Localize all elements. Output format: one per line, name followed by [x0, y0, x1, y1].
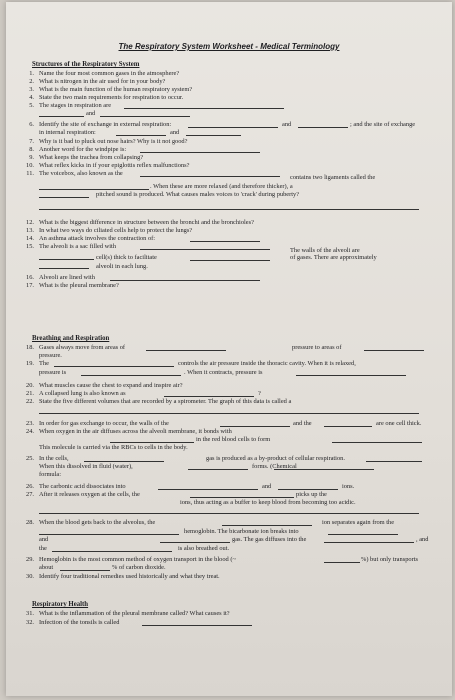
question-text: When this dissolved in fluid (water),: [39, 463, 133, 470]
answer-blank[interactable]: [364, 350, 424, 351]
question-text: What is the biggest difference in structure between the bronchi and the bronchioles?: [39, 219, 254, 226]
question-text: and: [282, 121, 292, 128]
answer-blank[interactable]: [100, 116, 190, 117]
answer-blank[interactable]: [186, 135, 241, 136]
question-number: 4.: [29, 94, 34, 101]
answer-blank[interactable]: [81, 375, 181, 376]
question-text: This molecule is carried via the RBCs to cells in the body.: [39, 444, 188, 451]
answer-blank[interactable]: [110, 280, 260, 281]
question-number: 27.: [26, 491, 34, 498]
question-text: Identify the site of exchange in external respiration:: [39, 121, 172, 128]
answer-blank[interactable]: [158, 489, 258, 490]
question-text: alveoli in each lung.: [96, 263, 148, 270]
question-number: 8.: [29, 146, 34, 153]
question-text: State the five different volumes that are recorded by a spirometer. The graph of this data is called a: [39, 398, 292, 405]
question-number: 15.: [26, 243, 34, 250]
question-text: The carbonic acid dissociates into: [39, 483, 126, 490]
answer-blank[interactable]: [278, 489, 338, 490]
question-text: gas. The gas diffuses into the: [232, 536, 307, 543]
question-number: 32.: [26, 619, 34, 626]
question-text: State the two main requirements for respiration to occur.: [39, 94, 184, 101]
question-text: An asthma attack involves the contraction of:: [39, 235, 156, 242]
answer-blank[interactable]: [39, 197, 89, 198]
question-text: Identify four traditional remedies used historically and what they treat.: [39, 573, 220, 580]
question-text: Why is it bad to pluck out nose hairs? Why is it not good?: [39, 138, 188, 145]
answer-blank[interactable]: [222, 525, 312, 526]
answer-blank[interactable]: [60, 570, 110, 571]
answer-blank[interactable]: [298, 127, 348, 128]
question-number: 28.: [26, 519, 34, 526]
page-title: The Respiratory System Worksheet - Medical Terminology: [118, 42, 340, 51]
answer-blank[interactable]: [332, 442, 422, 443]
answer-blank[interactable]: [146, 350, 226, 351]
answer-blank[interactable]: [140, 249, 270, 250]
question-text: Infection of the tonsils is called: [39, 619, 120, 626]
answer-blank[interactable]: [110, 442, 194, 443]
answer-blank[interactable]: [140, 152, 260, 153]
question-number: 29.: [26, 556, 34, 563]
question-text: What muscles cause the chest to expand and inspire air?: [39, 382, 183, 389]
question-number: 25.: [26, 455, 34, 462]
question-number: 14.: [26, 235, 34, 242]
question-text: forms. (Chemical: [252, 463, 297, 470]
answer-blank[interactable]: [324, 426, 372, 427]
question-text: ; and the site of exchange: [350, 121, 416, 128]
question-text: formula:: [39, 471, 62, 478]
question-text: pitched sound is produced. What causes males voices to 'crack' during puberty?: [96, 191, 300, 198]
question-text: . When these are more relaxed (and therefore thicker), a: [150, 183, 293, 190]
question-number: 18.: [26, 344, 34, 351]
question-text: in internal respiration:: [39, 129, 96, 136]
question-text: What reflex kicks in if your epiglottis reflex malfunctions?: [39, 162, 190, 169]
question-text: and the: [293, 420, 312, 427]
question-text: are one cell thick.: [376, 420, 422, 427]
answer-blank[interactable]: [274, 469, 374, 470]
answer-blank[interactable]: [142, 625, 252, 626]
question-text: the: [39, 545, 47, 552]
answer-blank[interactable]: [220, 426, 290, 427]
question-text: The alveoli is a sac filled with: [39, 243, 117, 250]
question-number: 19.: [26, 360, 34, 367]
question-number: 30.: [26, 573, 34, 580]
question-text: and: [39, 536, 49, 543]
answer-blank[interactable]: [324, 542, 414, 543]
answer-blank[interactable]: [39, 116, 84, 117]
question-text: pressure to areas of: [292, 344, 342, 351]
question-text: ions, thus acting as a buffer to keep blood from becoming too acidic.: [180, 499, 356, 506]
question-number: 2.: [29, 78, 34, 85]
question-number: 21.: [26, 390, 34, 397]
question-text: in the red blood cells to form: [196, 436, 271, 443]
answer-blank[interactable]: [190, 497, 294, 498]
question-text: about: [39, 564, 54, 571]
question-number: 11.: [26, 170, 34, 177]
section-heading-health: Respiratory Health: [32, 601, 89, 608]
question-text: is also breathed out.: [178, 545, 230, 552]
answer-blank[interactable]: [296, 375, 406, 376]
question-text: controls the air pressure inside the thoracic cavity. When it is relaxed,: [178, 360, 356, 367]
question-text: ions.: [342, 483, 355, 490]
answer-blank[interactable]: [39, 534, 179, 535]
answer-blank[interactable]: [116, 135, 166, 136]
answer-blank[interactable]: [328, 534, 398, 535]
question-text: pressure.: [39, 352, 62, 359]
answer-blank[interactable]: [39, 189, 149, 190]
answer-blank[interactable]: [190, 241, 260, 242]
answer-blank[interactable]: [84, 461, 164, 462]
question-text: picks up the: [296, 491, 327, 498]
answer-blank[interactable]: [39, 513, 419, 514]
question-text: The stages in respiration are: [39, 102, 112, 109]
question-number: 3.: [29, 86, 34, 93]
question-number: 26.: [26, 483, 34, 490]
question-text: %) but only transports: [361, 556, 418, 563]
question-number: 12.: [26, 219, 34, 226]
answer-blank[interactable]: [39, 268, 89, 269]
answer-blank[interactable]: [39, 209, 419, 210]
worksheet-page: [6, 2, 452, 696]
question-text: hemoglobin. The bicarbonate ion breaks into: [184, 528, 299, 535]
question-text: and: [170, 129, 180, 136]
question-text: ?: [258, 390, 261, 397]
question-number: 20.: [26, 382, 34, 389]
question-text: What is nitrogen in the air used for in your body?: [39, 78, 166, 85]
question-text: . When it contracts, pressure is: [184, 369, 263, 376]
section-heading-structures: Structures of the Respiratory System: [32, 61, 140, 68]
answer-blank[interactable]: [39, 413, 419, 414]
question-text: When the blood gets back to the alveolus, the: [39, 519, 156, 526]
question-text: In the cells,: [39, 455, 69, 462]
answer-blank[interactable]: [140, 176, 280, 177]
question-number: 24.: [26, 428, 34, 435]
answer-blank[interactable]: [188, 469, 248, 470]
answer-blank[interactable]: [366, 461, 422, 462]
question-text: and: [262, 483, 272, 490]
question-text: Another word for the windpipe is:: [39, 146, 127, 153]
question-text: % of carbon dioxide.: [112, 564, 166, 571]
question-number: 17.: [26, 282, 34, 289]
answer-blank[interactable]: [39, 259, 94, 260]
answer-blank[interactable]: [160, 542, 230, 543]
question-number: 5.: [29, 102, 34, 109]
question-number: 1.: [29, 70, 34, 77]
answer-blank[interactable]: [52, 551, 172, 552]
question-number: 9.: [29, 154, 34, 161]
question-text: Hemoglobin is the most common method of oxygen transport in the blood (~: [39, 556, 236, 563]
question-text: Name the four most common gases in the atmosphere?: [39, 70, 180, 77]
question-number: 16.: [26, 274, 34, 281]
section-heading-breathing: Breathing and Respiration: [32, 335, 110, 342]
question-text: gas is produced as a by-product of cellular respiration.: [206, 455, 345, 462]
question-text: In what two ways do ciliated cells help to protect the lungs?: [39, 227, 193, 234]
question-text: ion separates again from the: [322, 519, 395, 526]
question-number: 6.: [29, 121, 34, 128]
answer-blank[interactable]: [324, 562, 360, 563]
question-text: Gases always move from areas of: [39, 344, 126, 351]
answer-blank[interactable]: [164, 396, 254, 397]
question-text: The: [39, 360, 49, 367]
question-text: cell(s) thick to facilitate: [96, 254, 157, 261]
question-text: What is the main function of the human respiratory system?: [39, 86, 193, 93]
question-text: The walls of the alveoli are: [290, 247, 360, 254]
question-text: A collapsed lung is also known as: [39, 390, 126, 397]
question-number: 23.: [26, 420, 34, 427]
answer-blank[interactable]: [188, 127, 278, 128]
question-text: of gases. There are approximately: [290, 254, 377, 261]
answer-blank[interactable]: [54, 366, 174, 367]
question-text: contains two ligaments called the: [290, 174, 376, 181]
answer-blank[interactable]: [190, 260, 270, 261]
question-text: , and: [416, 536, 429, 543]
question-text: The voicebox, also known as the: [39, 170, 123, 177]
question-text: pressure is: [39, 369, 67, 376]
question-text: When oxygen in the air diffuses across the alveoli membrane, it bonds with: [39, 428, 232, 435]
question-number: 7.: [29, 138, 34, 145]
question-number: 13.: [26, 227, 34, 234]
question-text: After it releases oxygen at the cells, the: [39, 491, 140, 498]
question-text: What is the inflammation of the pleural membrane called? What causes it?: [39, 610, 230, 617]
question-text: In order for gas exchange to occur, the walls of the: [39, 420, 169, 427]
question-number: 10.: [26, 162, 34, 169]
question-number: 22.: [26, 398, 34, 405]
question-number: 31.: [26, 610, 34, 617]
question-text: Alveoli are lined with: [39, 274, 95, 281]
answer-blank[interactable]: [124, 108, 284, 109]
question-text: What keeps the trachea from collapsing?: [39, 154, 144, 161]
question-text: and: [86, 110, 96, 117]
question-text: What is the pleural membrane?: [39, 282, 119, 289]
